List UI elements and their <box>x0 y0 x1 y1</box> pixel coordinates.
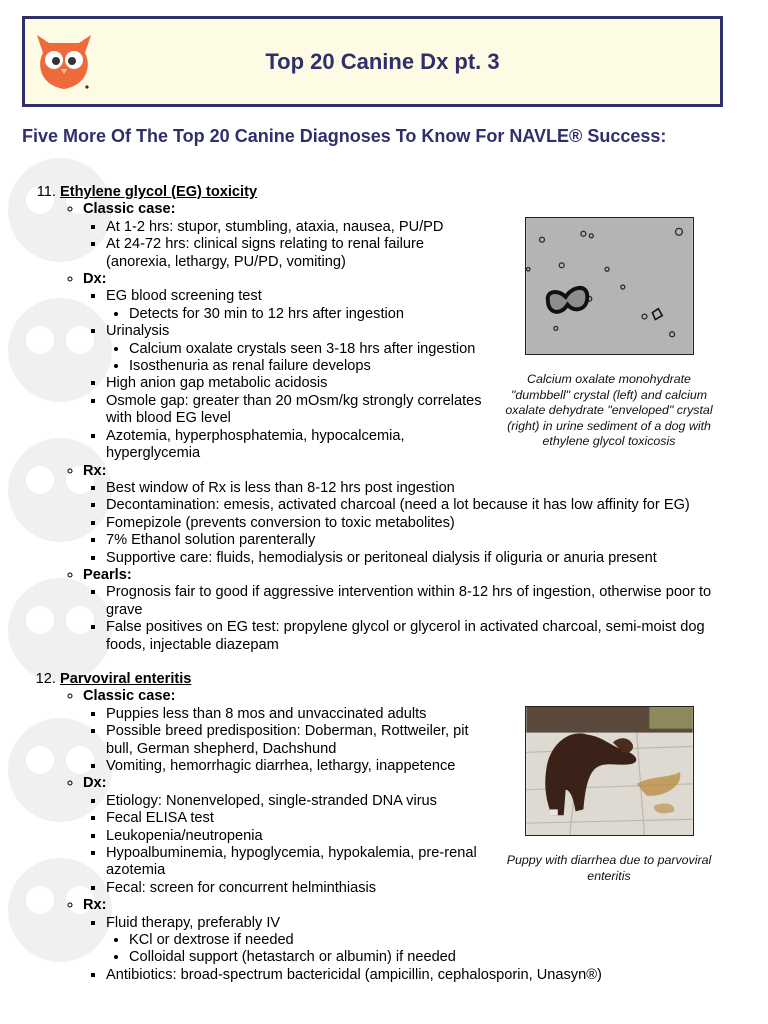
puppy-photo-image <box>525 706 694 836</box>
list-item <box>106 915 768 967</box>
header-banner <box>22 16 723 107</box>
section-label: Dx: <box>83 775 107 792</box>
list-item: ▪ Supportive care: fluids, hemodialysis or peritoneal dialysis if oliguria or anuria present <box>106 550 768 567</box>
list-item: ▪ Osmole gap: greater than 20 mOsm/kg strongly correlates with blood EG level <box>106 393 498 428</box>
list-item: ▪ False positives on EG test: propylene glycol or glycerol in activated charcoal, semi-moist dog foods, injectable diazepam <box>106 619 726 654</box>
list-item-text: Urinalysis <box>106 323 170 340</box>
list-item <box>83 463 768 567</box>
list-item: ▪ Vomiting, hemorrhagic diarrhea, lethargy, inappetence <box>106 758 768 775</box>
section-label: Rx: <box>83 897 107 914</box>
section-label: Classic case: <box>83 201 176 218</box>
list-item: ▪ At 1-2 hrs: stupor, stumbling, ataxia, nausea, PU/PD <box>106 219 768 236</box>
list-item-text: Fluid therapy, preferably IV <box>106 914 281 931</box>
puppy-figure <box>498 706 720 884</box>
list-item: ▪ Hypoalbuminemia, hypoglycemia, hypokalemia, pre-renal azotemia <box>106 845 496 880</box>
list-item: ▪ Fecal: screen for concurrent helminthiasis <box>106 880 768 897</box>
puppy-figure-caption: Puppy with diarrhea due to parvoviral enteritis <box>506 853 712 883</box>
list-item: ▪ Decontamination: emesis, activated charcoal (need a lot because it has low affinity for EG) <box>106 497 768 514</box>
section-subtitle: Five More Of The Top 20 Canine Diagnoses To Know For NAVLE® Success: <box>22 126 667 146</box>
topic-title: Ethylene glycol (EG) toxicity <box>60 184 258 200</box>
topic-title: Parvoviral enteritis <box>60 670 192 687</box>
list-item: • Colloidal support (hetastarch or albumin) if needed <box>129 949 768 966</box>
list-item: ▪ High anion gap metabolic acidosis <box>106 375 768 392</box>
list-item <box>83 897 768 984</box>
list-item: • Detects for 30 min to 12 hrs after ingestion <box>129 306 768 323</box>
list-item: ▪ Antibiotics: broad-spectrum bactericidal (ampicillin, cephalosporin, Unasyn®) <box>106 967 768 984</box>
list-item: ▪ Fecal ELISA test <box>106 810 768 827</box>
section-label: Classic case: <box>83 688 176 705</box>
list-item <box>83 567 768 654</box>
list-item: ▪ Etiology: Nonenveloped, single-stranded DNA virus <box>106 793 768 810</box>
list-item: ▪ 7% Ethanol solution parenterally <box>106 532 768 549</box>
list-item-text: EG blood screening test <box>106 288 262 305</box>
section-label: Dx: <box>83 271 107 288</box>
list-item: ▪ Possible breed predisposition: Doberman, Rottweiler, pit bull, German shepherd, Dachshund <box>106 723 486 758</box>
crystal-figure <box>498 217 720 450</box>
section-label: Rx: <box>83 462 107 479</box>
list-item: ▪ Fomepizole (prevents conversion to toxic metabolites) <box>106 515 768 532</box>
crystal-figure-caption: Calcium oxalate monohydrate "dumbbell" crystal (left) and calcium oxalate dehydrate "enveloped" crystal (right) in urine sediment of a dog with ethylene glycol toxicosis <box>505 372 713 449</box>
list-item: ▪ Prognosis fair to good if aggressive intervention within 8-12 hrs of ingestion, otherwise poor to grave <box>106 584 726 619</box>
section-label: Pearls: <box>83 566 132 583</box>
list-item: • KCl or dextrose if needed <box>129 932 768 949</box>
list-item: • Isosthenuria as renal failure develops <box>129 358 768 375</box>
page-title: Top 20 Canine Dx pt. 3 <box>265 49 500 74</box>
list-item: ▪ Azotemia, hyperphosphatemia, hypocalcemia, hyperglycemia <box>106 428 441 463</box>
list-item: • Calcium oxalate crystals seen 3-18 hrs after ingestion <box>129 341 768 358</box>
list-item: ▪ Puppies less than 8 mos and unvaccinated adults <box>106 706 768 723</box>
list-item: ▪ At 24-72 hrs: clinical signs relating to renal failure (anorexia, lethargy, PU/PD, vomiting) <box>106 236 466 271</box>
list-item: ▪ Best window of Rx is less than 8-12 hrs post ingestion <box>106 480 768 497</box>
list-item: ▪ Leukopenia/neutropenia <box>106 828 768 845</box>
calcium-oxalate-crystal-image <box>525 217 694 355</box>
